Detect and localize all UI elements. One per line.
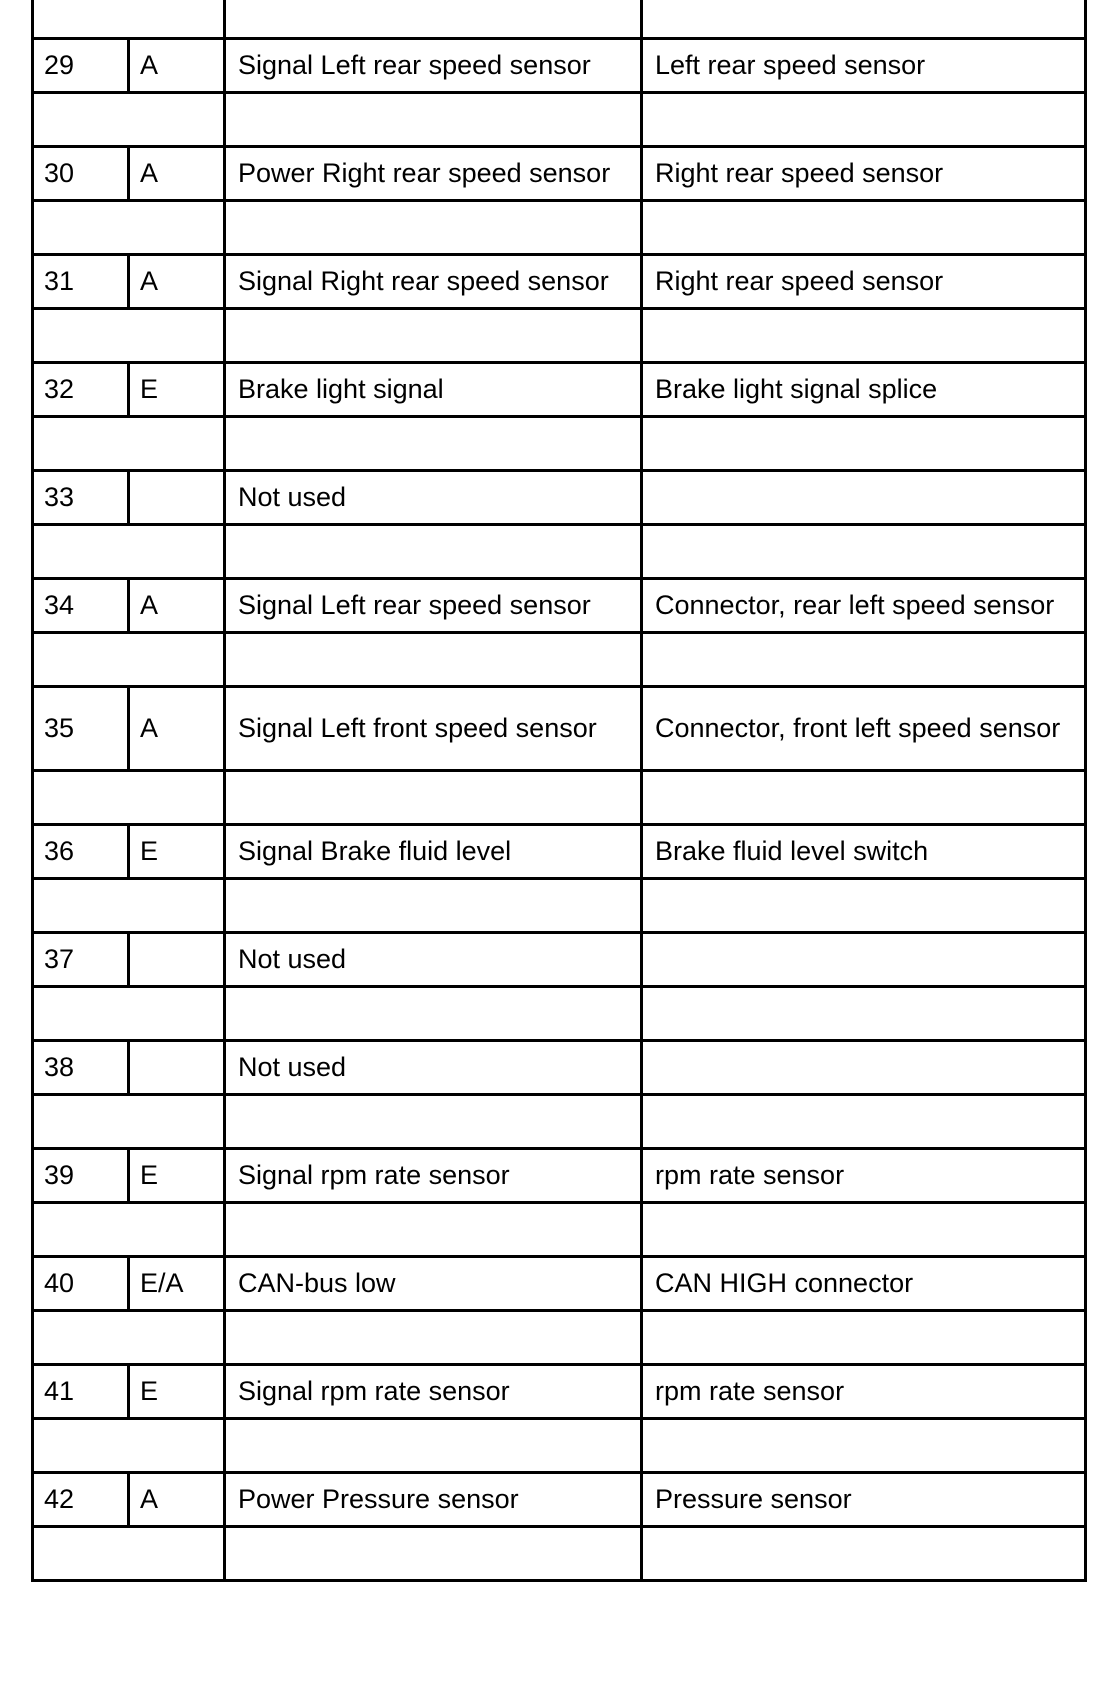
pin-number: 39 <box>33 1149 129 1203</box>
table-spacer-row <box>33 771 1086 825</box>
pin-number: 38 <box>33 1041 129 1095</box>
signal-description: Signal Left rear speed sensor <box>225 579 642 633</box>
pin-number: 33 <box>33 471 129 525</box>
table-row <box>33 1257 1086 1311</box>
connected-component <box>642 933 1086 987</box>
signal-description: Power Right rear speed sensor <box>225 147 642 201</box>
signal-type: A <box>129 255 225 309</box>
signal-type: E <box>129 1365 225 1419</box>
connected-component: Connector, rear left speed sensor <box>642 579 1086 633</box>
table-spacer-row <box>33 525 1086 579</box>
signal-description: Signal Right rear speed sensor <box>225 255 642 309</box>
signal-type: A <box>129 579 225 633</box>
table-row <box>33 471 1086 525</box>
pin-assignment-table <box>31 0 1087 1582</box>
table-row <box>33 825 1086 879</box>
signal-type: A <box>129 147 225 201</box>
signal-type <box>129 1041 225 1095</box>
connected-component: Right rear speed sensor <box>642 255 1086 309</box>
signal-type <box>129 933 225 987</box>
signal-type: A <box>129 687 225 771</box>
pin-number: 41 <box>33 1365 129 1419</box>
signal-description: Signal Left front speed sensor <box>225 687 642 771</box>
connected-component: Pressure sensor <box>642 1473 1086 1527</box>
pin-number: 40 <box>33 1257 129 1311</box>
table-row <box>33 363 1086 417</box>
connected-component: Brake fluid level switch <box>642 825 1086 879</box>
pin-number: 42 <box>33 1473 129 1527</box>
connected-component <box>642 471 1086 525</box>
signal-type: E <box>129 1149 225 1203</box>
table-row <box>33 579 1086 633</box>
connected-component: Left rear speed sensor <box>642 39 1086 93</box>
connected-component: CAN HIGH connector <box>642 1257 1086 1311</box>
signal-type: E <box>129 363 225 417</box>
signal-description: Power Pressure sensor <box>225 1473 642 1527</box>
table-spacer-row <box>33 1527 1086 1581</box>
signal-description: Not used <box>225 1041 642 1095</box>
signal-description: CAN-bus low <box>225 1257 642 1311</box>
table-row <box>33 39 1086 93</box>
table-spacer-row <box>33 93 1086 147</box>
table-spacer-row <box>33 0 1086 39</box>
pin-number: 36 <box>33 825 129 879</box>
signal-description: Brake light signal <box>225 363 642 417</box>
table-spacer-row <box>33 1203 1086 1257</box>
table-spacer-row <box>33 201 1086 255</box>
table-row <box>33 1149 1086 1203</box>
table-row <box>33 255 1086 309</box>
table-spacer-row <box>33 633 1086 687</box>
signal-type: E/A <box>129 1257 225 1311</box>
signal-type: A <box>129 1473 225 1527</box>
signal-type <box>129 471 225 525</box>
pin-number: 34 <box>33 579 129 633</box>
table-spacer-row <box>33 987 1086 1041</box>
signal-description: Not used <box>225 933 642 987</box>
table-spacer-row <box>33 879 1086 933</box>
table-spacer-row <box>33 1095 1086 1149</box>
table-row <box>33 687 1086 771</box>
connected-component <box>642 1041 1086 1095</box>
pin-number: 32 <box>33 363 129 417</box>
signal-description: Signal Brake fluid level <box>225 825 642 879</box>
table-spacer-row <box>33 1419 1086 1473</box>
pin-number: 37 <box>33 933 129 987</box>
table-spacer-row <box>33 417 1086 471</box>
pin-number: 35 <box>33 687 129 771</box>
signal-type: E <box>129 825 225 879</box>
table-spacer-row <box>33 309 1086 363</box>
table-row <box>33 1041 1086 1095</box>
table-row <box>33 933 1086 987</box>
table-spacer-row <box>33 1311 1086 1365</box>
connected-component: Connector, front left speed sensor <box>642 687 1086 771</box>
table-row <box>33 1365 1086 1419</box>
pin-number: 29 <box>33 39 129 93</box>
signal-description: Not used <box>225 471 642 525</box>
table-row <box>33 147 1086 201</box>
connected-component: Brake light signal splice <box>642 363 1086 417</box>
signal-description: Signal rpm rate sensor <box>225 1149 642 1203</box>
signal-type: A <box>129 39 225 93</box>
pin-number: 31 <box>33 255 129 309</box>
connected-component: rpm rate sensor <box>642 1149 1086 1203</box>
signal-description: Signal Left rear speed sensor <box>225 39 642 93</box>
pin-number: 30 <box>33 147 129 201</box>
connected-component: rpm rate sensor <box>642 1365 1086 1419</box>
signal-description: Signal rpm rate sensor <box>225 1365 642 1419</box>
connected-component: Right rear speed sensor <box>642 147 1086 201</box>
table-row <box>33 1473 1086 1527</box>
